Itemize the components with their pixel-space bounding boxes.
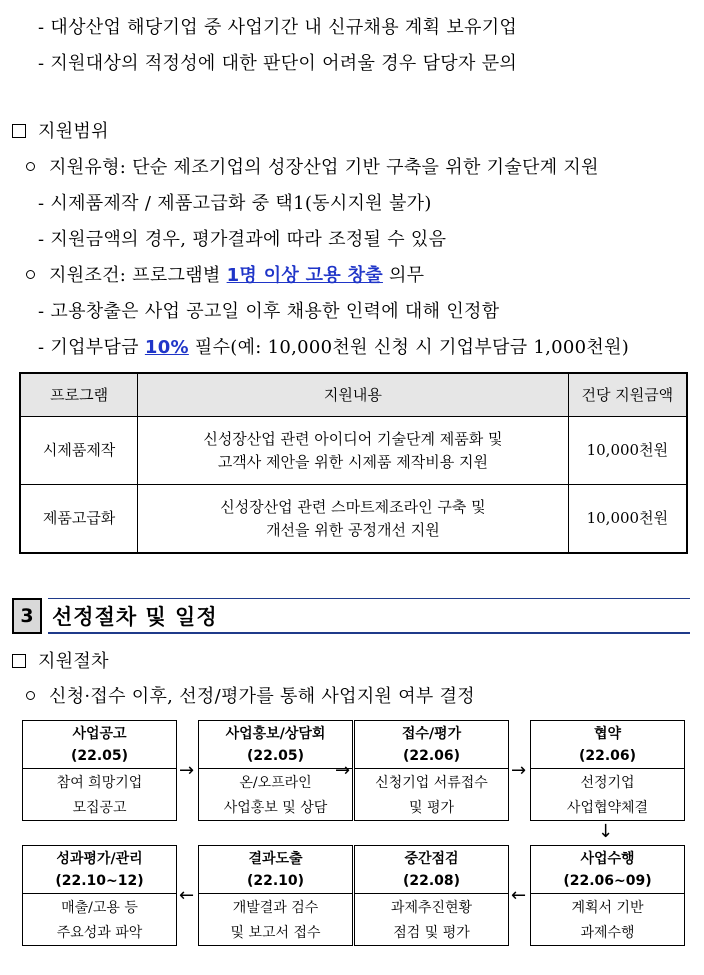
step-title: 결과도출: [248, 851, 303, 867]
flow-step-promotion: [198, 720, 353, 821]
condition-sub-2: [38, 336, 629, 360]
table-row: [20, 485, 687, 554]
step-desc: 모집공고: [72, 800, 127, 816]
step-title: 사업공고: [72, 726, 127, 742]
header-program: 프로그램: [20, 373, 138, 417]
step-desc: 개발결과 검수: [232, 900, 319, 916]
step-desc: 선정기업: [580, 775, 635, 791]
support-range-label: 지원범위: [38, 121, 109, 142]
content-line: 신성장산업 관련 아이디어 기술단계 제품화 및: [203, 429, 503, 448]
step-desc: 참여 희망기업: [56, 775, 143, 791]
step-desc: 사업홍보 및 상담: [223, 800, 328, 816]
table-header-row: [20, 373, 687, 417]
header-amount: 건당 지원금액: [568, 373, 687, 417]
step-desc: 계획서 기반: [571, 900, 644, 916]
flow-step-execution: [530, 845, 685, 946]
step-title: 협약: [593, 726, 622, 742]
section-rule-top: [48, 598, 690, 599]
arrow-down-icon: ↓: [598, 821, 614, 842]
header-content: 지원내용: [138, 373, 569, 417]
arrow-left-icon: ←: [511, 885, 527, 906]
eligibility-line-1: - 대상산업 해당기업 중 사업기간 내 신규채용 계획 보유기업: [38, 17, 518, 38]
step-date: (22.05): [246, 748, 305, 764]
arrow-right-icon: →: [511, 760, 527, 781]
arrow-left-icon: ←: [179, 885, 195, 906]
step-desc: 매출/고용 등: [61, 900, 138, 916]
step-date: (22.08): [402, 873, 461, 889]
square-bullet-icon: [12, 124, 26, 138]
support-type-sub-2: - 지원금액의 경우, 평가결과에 따라 조정될 수 있음: [38, 229, 447, 250]
condition-text-post: 의무: [382, 265, 425, 286]
section-heading: [12, 598, 690, 636]
arrow-right-icon: →: [179, 760, 195, 781]
section-rule-bottom: [48, 632, 690, 634]
content-line: 개선을 위한 공정개선 지원: [266, 520, 440, 539]
step-date: (22.06): [402, 748, 461, 764]
step-desc: 주요성과 파악: [56, 925, 143, 941]
support-condition-line: [26, 264, 424, 288]
procedure-label: 지원절차: [38, 651, 109, 672]
flow-step-results: [198, 845, 353, 946]
flow-step-evaluation: [22, 845, 177, 946]
section-title: 선정절차 및 일정: [52, 605, 218, 629]
flow-step-midcheck: [354, 845, 509, 946]
condition-text-pre: 지원조건: 프로그램별: [49, 265, 227, 286]
step-desc: 사업협약체결: [566, 800, 649, 816]
step-title: 성과평가/관리: [56, 851, 143, 867]
step-title: 중간점검: [404, 851, 459, 867]
step-desc: 온/오프라인: [239, 775, 312, 791]
step-date: (22.06~09): [563, 873, 652, 889]
circle-bullet-icon: [26, 691, 35, 700]
cell-content: [138, 485, 569, 554]
table-row: [20, 417, 687, 485]
support-range-heading: [12, 120, 109, 144]
step-desc: 및 평가: [408, 800, 455, 816]
circle-bullet-icon: [26, 270, 35, 279]
step-desc: 점검 및 평가: [393, 925, 470, 941]
eligibility-line-2: - 지원대상의 적정성에 대한 판단이 어려울 경우 담당자 문의: [38, 53, 518, 74]
section-number: 3: [12, 598, 42, 634]
step-title: 사업홍보/상담회: [225, 726, 326, 742]
cell-amount: 10,000천원: [568, 485, 687, 554]
step-desc: 과제수행: [580, 925, 635, 941]
cell-amount: 10,000천원: [568, 417, 687, 485]
square-bullet-icon: [12, 654, 26, 668]
step-date: (22.10): [246, 873, 305, 889]
step-desc: 및 보고서 접수: [230, 925, 321, 941]
procedure-bullet: [26, 685, 475, 709]
step-desc: 신청기업 서류접수: [375, 775, 488, 791]
step-date: (22.05): [70, 748, 129, 764]
condition-highlight: 1명 이상 고용 창출: [226, 265, 383, 286]
content-line: 신성장산업 관련 스마트제조라인 구축 및: [220, 497, 486, 516]
procedure-heading: [12, 650, 109, 674]
support-type-sub-1: - 시제품제작 / 제품고급화 중 택1(동시지원 불가): [38, 193, 432, 214]
cell-program: 시제품제작: [20, 417, 138, 485]
copay-text-post: 필수(예: 10,000천원 신청 시 기업부담금 1,000천원): [188, 337, 630, 358]
step-date: (22.10~12): [55, 873, 144, 889]
circle-bullet-icon: [26, 162, 35, 171]
copay-text-pre: - 기업부담금: [38, 337, 145, 358]
flow-step-announcement: [22, 720, 177, 821]
step-date: (22.06): [578, 748, 637, 764]
support-type-line: [26, 156, 599, 180]
support-table: [19, 372, 688, 554]
copay-highlight: 10%: [144, 337, 189, 358]
step-desc: 과제추진현황: [390, 900, 473, 916]
flow-step-agreement: [530, 720, 685, 821]
procedure-bullet-text: 신청·접수 이후, 선정/평가를 통해 사업지원 여부 결정: [49, 686, 475, 707]
cell-program: 제품고급화: [20, 485, 138, 554]
step-title: 사업수행: [580, 851, 635, 867]
content-line: 고객사 제안을 위한 시제품 제작비용 지원: [217, 452, 488, 471]
condition-sub-1: - 고용창출은 사업 공고일 이후 채용한 인력에 대해 인정함: [38, 301, 500, 322]
flow-step-application: [354, 720, 509, 821]
cell-content: [138, 417, 569, 485]
arrow-right-icon: →: [335, 760, 351, 781]
step-title: 접수/평가: [401, 726, 462, 742]
support-type-text: 지원유형: 단순 제조기업의 성장산업 기반 구축을 위한 기술단계 지원: [49, 157, 599, 178]
